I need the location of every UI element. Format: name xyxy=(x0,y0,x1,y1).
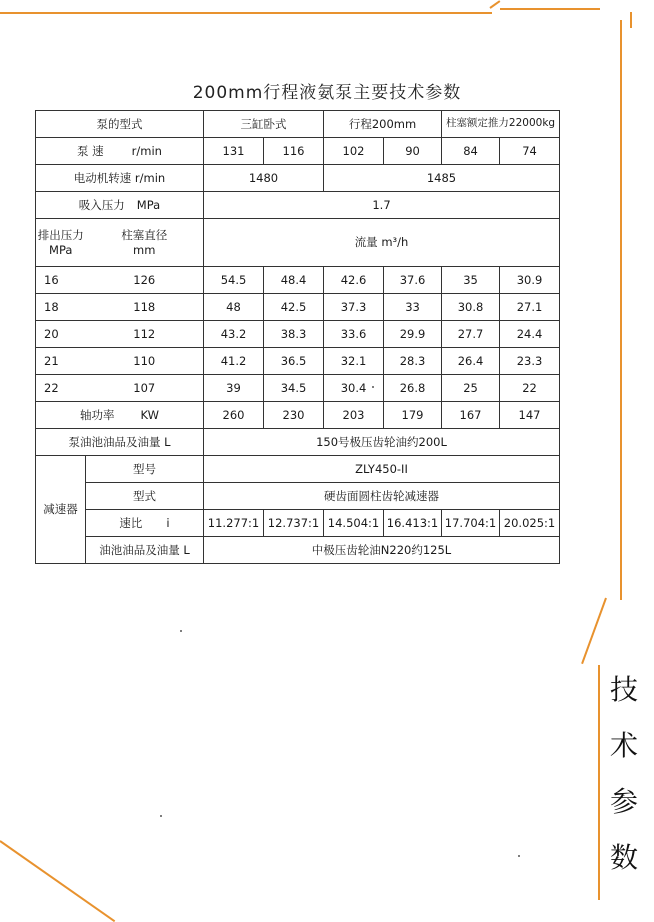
ratio-label: 速比 xyxy=(119,515,143,530)
pump-speed-label: 泵 速 xyxy=(77,143,104,158)
pump-speed-cell: 102 xyxy=(324,138,384,165)
flow-cell: 26.4 xyxy=(442,348,500,375)
orange-border-right-lower xyxy=(598,665,600,900)
plunger-unit: mm xyxy=(133,242,156,257)
flow-cell: 23.3 xyxy=(500,348,560,375)
shaft-power-cell: 147 xyxy=(500,402,560,429)
motor-speed-cell: 1485 xyxy=(324,165,560,192)
shaft-power-header xyxy=(36,402,204,429)
model-label: 型号 xyxy=(86,456,204,483)
shaft-power-label: 轴功率 xyxy=(79,407,115,422)
ratio-cell: 16.413:1 xyxy=(384,510,442,537)
ratio-unit: i xyxy=(166,515,170,530)
table-row-reducer-oil xyxy=(36,537,560,564)
diameter-cell: 112 xyxy=(86,321,204,348)
flow-cell: 37.3 xyxy=(324,294,384,321)
table-row-flow-header xyxy=(36,219,560,267)
flow-cell: 41.2 xyxy=(204,348,264,375)
ratio-cell: 14.504:1 xyxy=(324,510,384,537)
pump-speed-cell: 84 xyxy=(442,138,500,165)
plunger-label: 柱塞直径 xyxy=(121,228,168,243)
side-title-char: 参 xyxy=(609,785,638,818)
model-value: ZLY450-II xyxy=(204,456,560,483)
suction-value: 1.7 xyxy=(204,192,560,219)
orange-border-top-right xyxy=(500,8,600,10)
flow-cell: 25 xyxy=(442,375,500,402)
speck xyxy=(518,855,520,857)
pump-speed-cell: 116 xyxy=(264,138,324,165)
ratio-cell: 20.025:1 xyxy=(500,510,560,537)
pump-speed-cell: 131 xyxy=(204,138,264,165)
pump-oil-value: 150号极压齿轮油约200L xyxy=(204,429,560,456)
reducer-label: 减速器 xyxy=(36,456,86,564)
orange-border-bottom-diagonal xyxy=(0,840,115,922)
discharge-header xyxy=(36,219,86,267)
flow-cell: 33.6 xyxy=(324,321,384,348)
pump-speed-header xyxy=(36,138,204,165)
flow-cell: 43.2 xyxy=(204,321,264,348)
page-title: 200mm行程液氨泵主要技术参数 xyxy=(192,83,462,103)
table-row-pump-speed xyxy=(36,138,560,165)
flow-cell: 27.7 xyxy=(442,321,500,348)
pressure-cell: 21 xyxy=(36,348,86,375)
pressure-cell: 22 xyxy=(36,375,86,402)
flow-cell: 27.1 xyxy=(500,294,560,321)
table-row-motor-speed xyxy=(36,165,560,192)
plunger-force-value: 柱塞额定推力22000kg xyxy=(442,111,560,138)
table-row-suction-pressure xyxy=(36,192,560,219)
table-row-flow xyxy=(36,267,560,294)
spec-table xyxy=(35,110,560,564)
table-row-flow xyxy=(36,321,560,348)
table-row-shaft-power xyxy=(36,402,560,429)
type-value: 硬齿面圆柱齿轮减速器 xyxy=(204,483,560,510)
diameter-cell: 118 xyxy=(86,294,204,321)
pressure-cell: 20 xyxy=(36,321,86,348)
speck xyxy=(160,815,162,817)
pressure-cell: 18 xyxy=(36,294,86,321)
diameter-cell: 126 xyxy=(86,267,204,294)
shaft-power-cell: 167 xyxy=(442,402,500,429)
flow-cell: 30.9 xyxy=(500,267,560,294)
plunger-header xyxy=(86,219,204,267)
orange-border-top-diagonal xyxy=(489,0,500,9)
flow-cell: 34.5 xyxy=(264,375,324,402)
diameter-cell: 107 xyxy=(86,375,204,402)
table-row-reducer-type xyxy=(36,483,560,510)
pump-speed-cell: 90 xyxy=(384,138,442,165)
table-row-reducer-model xyxy=(36,456,560,483)
shaft-power-unit: KW xyxy=(140,407,159,422)
side-title xyxy=(606,662,642,886)
speck xyxy=(180,630,182,632)
flow-cell: 54.5 xyxy=(204,267,264,294)
flow-cell: 37.6 xyxy=(384,267,442,294)
table-row-reducer-ratio xyxy=(36,510,560,537)
reducer-oil-label: 油池油品及油量 L xyxy=(86,537,204,564)
table-row-flow xyxy=(36,294,560,321)
discharge-label: 排出压力 xyxy=(37,228,84,243)
flow-cell: 38.3 xyxy=(264,321,324,348)
flow-cell: 28.3 xyxy=(384,348,442,375)
flow-cell: 35 xyxy=(442,267,500,294)
flow-cell: 26.8 xyxy=(384,375,442,402)
suction-label: 吸入压力 xyxy=(78,197,125,212)
flow-cell: 36.5 xyxy=(264,348,324,375)
stroke-value: 行程200mm xyxy=(324,111,442,138)
flow-cell: 42.6 xyxy=(324,267,384,294)
pump-type-label: 泵的型式 xyxy=(36,111,204,138)
flow-cell: 30.4 xyxy=(324,375,384,402)
pump-speed-unit: r/min xyxy=(131,143,162,158)
orange-border-tick xyxy=(630,12,632,28)
flow-cell: 42.5 xyxy=(264,294,324,321)
discharge-unit: MPa xyxy=(49,242,73,257)
type-label: 型式 xyxy=(86,483,204,510)
flow-cell: 48.4 xyxy=(264,267,324,294)
diameter-cell: 110 xyxy=(86,348,204,375)
motor-speed-cell: 1480 xyxy=(204,165,324,192)
table-row-pump-oil xyxy=(36,429,560,456)
shaft-power-cell: 260 xyxy=(204,402,264,429)
shaft-power-cell: 179 xyxy=(384,402,442,429)
pressure-cell: 16 xyxy=(36,267,86,294)
flow-cell: 39 xyxy=(204,375,264,402)
flow-cell: 24.4 xyxy=(500,321,560,348)
orange-border-top xyxy=(0,12,492,14)
shaft-power-cell: 230 xyxy=(264,402,324,429)
flow-label: 流量 m³/h xyxy=(204,219,560,267)
flow-cell: 33 xyxy=(384,294,442,321)
reducer-oil-value: 中极压齿轮油N220约125L xyxy=(204,537,560,564)
flow-cell: 32.1 xyxy=(324,348,384,375)
pump-speed-cell: 74 xyxy=(500,138,560,165)
ratio-cell: 11.277:1 xyxy=(204,510,264,537)
flow-cell: 29.9 xyxy=(384,321,442,348)
table-row-pump-type xyxy=(36,111,560,138)
shaft-power-cell: 203 xyxy=(324,402,384,429)
table-row-flow xyxy=(36,348,560,375)
flow-cell: 22 xyxy=(500,375,560,402)
side-title-char: 术 xyxy=(609,729,638,762)
side-title-char: 数 xyxy=(609,841,638,874)
orange-border-right-diagonal xyxy=(581,598,607,664)
table-row-flow xyxy=(36,375,560,402)
flow-cell: 30.8 xyxy=(442,294,500,321)
suction-unit: MPa xyxy=(136,197,161,212)
pump-oil-label: 泵油池油品及油量 L xyxy=(36,429,204,456)
ratio-cell: 12.737:1 xyxy=(264,510,324,537)
motor-speed-label: 电动机转速 r/min xyxy=(36,165,204,192)
side-title-char: 技 xyxy=(609,673,638,706)
suction-header xyxy=(36,192,204,219)
orange-border-right xyxy=(620,20,622,600)
ratio-cell: 17.704:1 xyxy=(442,510,500,537)
speck xyxy=(372,386,374,388)
flow-cell: 48 xyxy=(204,294,264,321)
pump-type-value: 三缸卧式 xyxy=(204,111,324,138)
ratio-header xyxy=(86,510,204,537)
